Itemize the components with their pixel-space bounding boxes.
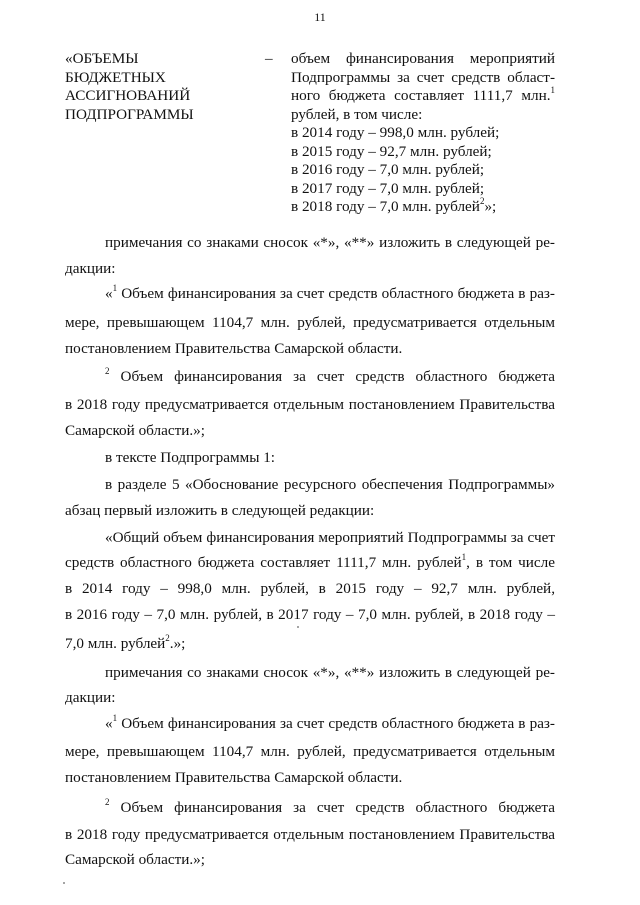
text-run: « bbox=[105, 715, 113, 732]
text-run: Объем финансирования за счет средств областного бюджета bbox=[109, 368, 555, 385]
paragraph-line bbox=[105, 283, 555, 305]
paragraph-line bbox=[105, 366, 555, 388]
footnote-mark: 2 bbox=[105, 365, 110, 376]
passport-value-line bbox=[291, 84, 555, 106]
passport-dash: – bbox=[265, 50, 273, 67]
passport-label-line: «ОБЪЕМЫ bbox=[65, 50, 139, 67]
paragraph-line bbox=[105, 797, 555, 819]
paragraph-line bbox=[65, 552, 555, 574]
text-run: « bbox=[105, 285, 113, 302]
paragraph-line: в тексте Подпрограммы 1: bbox=[105, 449, 276, 466]
paragraph-line: «Общий объем финансирования мероприятий Подпрограммы за счет bbox=[105, 529, 555, 546]
scan-speck bbox=[63, 882, 65, 884]
passport-label bbox=[65, 50, 245, 124]
paragraph-line: постановлением Правительства Самарской области. bbox=[65, 340, 403, 357]
footnote-mark: 1 bbox=[112, 712, 118, 723]
passport-value-line: объем финансирования мероприятий bbox=[291, 50, 555, 67]
paragraph-line: мере, превышающем 1104,7 млн. рублей, предусматривается отдельным bbox=[65, 743, 555, 760]
paragraph-line: в 2014 году – 998,0 млн. рублей, в 2015 году – 92,7 млн. рублей, bbox=[65, 580, 555, 597]
footnote-mark: 1 bbox=[461, 551, 467, 562]
passport-value-line: рублей, в том числе: bbox=[291, 105, 423, 123]
footnote-mark: 2 bbox=[165, 632, 170, 643]
paragraph-line: дакции: bbox=[65, 689, 116, 706]
paragraph-line: мере, превышающем 1104,7 млн. рублей, предусматривается отдельным bbox=[65, 314, 555, 331]
paragraph-line: в разделе 5 «Обоснование ресурсного обеспечения Подпрограммы» bbox=[105, 476, 555, 493]
paragraph-line: абзац первый изложить в следующей редакции: bbox=[65, 502, 375, 519]
paragraph-line: в 2016 году – 7,0 млн. рублей, в 2017 году – 7,0 млн. рублей, в 2018 году – bbox=[65, 606, 555, 623]
passport-label-line: АССИГНОВАНИЙ bbox=[65, 87, 191, 104]
paragraph-line bbox=[65, 633, 555, 655]
paragraph-line: примечания со знаками сносок «*», «**» изложить в следующей ре- bbox=[105, 664, 555, 681]
text-run: , в том числе bbox=[466, 554, 555, 571]
passport-label-line: ПОДПРОГРАММЫ bbox=[65, 105, 194, 123]
footnote-mark: 2 bbox=[479, 195, 485, 206]
text-run: Объем финансирования за счет средств областного бюджета в раз- bbox=[117, 285, 555, 302]
text-run: ного бюджета составляет 1111,7 млн. bbox=[291, 87, 551, 104]
passport-value-line: в 2016 году – 7,0 млн. рублей; bbox=[291, 161, 485, 178]
paragraph-line: примечания со знаками сносок «*», «**» изложить в следующей ре- bbox=[105, 234, 555, 251]
footnote-mark: 1 bbox=[112, 282, 118, 293]
text-run: .»; bbox=[169, 635, 186, 652]
paragraph-line: постановлением Правительства Самарской области. bbox=[65, 769, 403, 786]
paragraph-line: Самарской области.»; bbox=[65, 422, 205, 439]
text-run: средств областного бюджета составляет 1111,7 млн. рублей bbox=[65, 554, 462, 571]
passport-value bbox=[291, 50, 555, 217]
passport-label-line: БЮДЖЕТНЫХ bbox=[65, 68, 166, 86]
passport-value-line: в 2015 году – 92,7 млн. рублей; bbox=[291, 142, 492, 160]
paragraph-line: Самарской области.»; bbox=[65, 851, 205, 868]
footnote-mark: 2 bbox=[105, 796, 110, 807]
text-run: Объем финансирования за счет средств областного бюджета bbox=[109, 799, 555, 816]
passport-value-line: Подпрограммы за счет средств област- bbox=[291, 68, 555, 86]
passport-value-line: в 2017 году – 7,0 млн. рублей; bbox=[291, 179, 485, 197]
passport-value-line bbox=[291, 195, 555, 217]
footnote-mark: 1 bbox=[550, 84, 555, 95]
text-run: 7,0 млн. рублей bbox=[65, 635, 166, 652]
scan-speck bbox=[297, 626, 299, 628]
text-run: »; bbox=[484, 198, 497, 215]
page-number: 11 bbox=[314, 10, 326, 24]
text-run: в 2018 году – 7,0 млн. рублей bbox=[291, 198, 480, 215]
passport-value-line: в 2014 году – 998,0 млн. рублей; bbox=[291, 124, 500, 141]
paragraph-line: дакции: bbox=[65, 260, 116, 277]
text-run: Объем финансирования за счет средств областного бюджета в раз- bbox=[117, 715, 555, 732]
passport-table bbox=[65, 50, 555, 215]
paragraph-line bbox=[105, 713, 555, 735]
paragraph-line: в 2018 году предусматривается отдельным постановлением Правительства bbox=[65, 396, 555, 413]
paragraph-line: в 2018 году предусматривается отдельным постановлением Правительства bbox=[65, 826, 555, 843]
